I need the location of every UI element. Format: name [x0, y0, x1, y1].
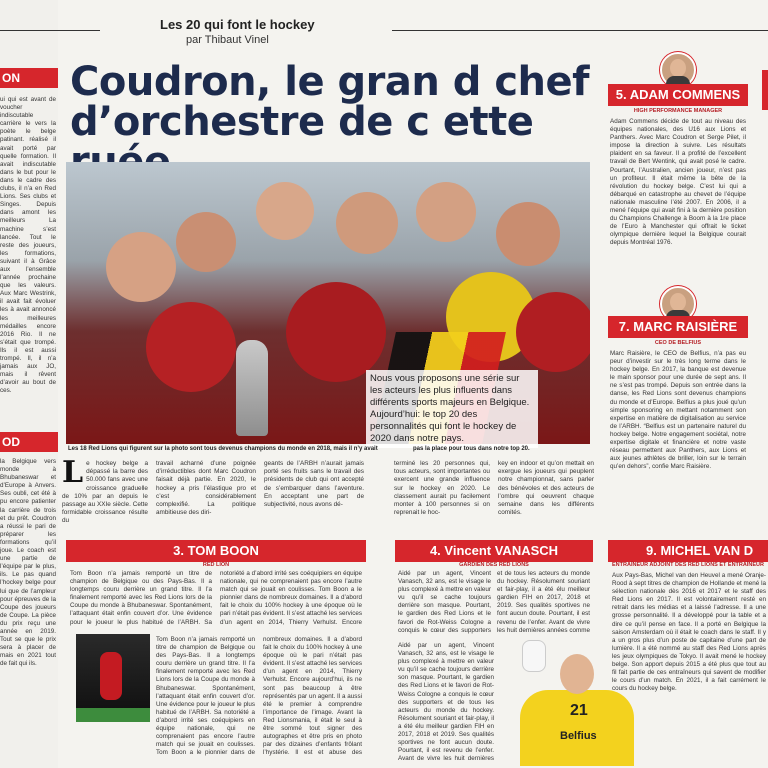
boon-player-figure — [100, 652, 122, 700]
vanasch-text-top: Aidé par un agent, Vincent Vanasch, 32 ans, est le visage le plus complexé à mettre en valeur vu qu’il se cache toujours derrière son masque. Pourtant, le gardien des Red Lions et le favori de Rot-Weiss Cologne a conquis le cœur des supporters et de tous les acteurs du monde du hockey. Résolument souriant et fair-play, il a été élu meilleur gardien FIH en 2017, 2018 et 2019. Ses qualités sportives ne font aucun doute. Pourtant, il est revenu de l’enfer. Avant de vivre les huit dernières années comme — [398, 570, 590, 634]
series-kicker: Les 20 qui font le hockey — [160, 17, 315, 32]
player-figure — [146, 302, 236, 392]
player-figure — [286, 282, 386, 382]
commens-text: Adam Commens décide de tout au niveau des équipes nationales, des U16 aux Lions et Panthers. Avec Marc Coudron et Serge Pilet, il impose la direction à suivre. Les résultats plaident en sa faveur. Il a profité de l’excellent travail de Bert Wentink, qui avait posé le cadre. Pourtant, l’Australien, ancien joueur, n’est pas un profiteur. Il était même la bête de la révolution du hockey belge. C’est lui qui a débarqué en catastrophe au chevet de l’équipe nationale masculine l’été 2007. En 2006, il a mené l’équipe qui avait fini à la dernière position du Champions Challenge à Boom à la 1re place de l’Euro à Manchester qui offrait le ticket olympique dernière lequel la Belgique courait depuis Montréal 1976. — [610, 118, 746, 247]
boon-text-bottom: Tom Boon n’a jamais remporté un titre de champion de Belgique ou des Pays-Bas. Il a longtemps couru derrière un grand titre. Il l’a finalement remporté avec les Red Lions lors de la Coupe du monde à Bhubaneswar. Spontanément, l’attaquant était enfin couvert d’or. Une évidence pour le joueur le plus habitué de l’ARBH. Sa notoriété a d’abord irrité ses coéquipiers en équipe nationale, qui ne comprenaient pas encore l’autre match qui se jouait en coulisses. Tom Boon a le pionnier dans de nombreux domaines. Il a d’abord fait le choix du 100% hockey à une époque où le pari n’était pas évident. Il s’est attaché les services d’un agent en 2014, Thierry Verhulst. Encore aujourd’hui, ils ne sont pas beaucoup à être représentés par un agent. Il a aussi été le premier à comprendre l’importance de l’image. Avant la Red Lionsmania, il était le seul à être sommé tout signer des autographes et être pris en photo par des dizaines d’enfants frôlant l’hystérie. Il est et abuse des — [156, 636, 362, 757]
hockey-pitch — [76, 708, 150, 722]
vanasch-title-bar: 4. Vincent VANASCH — [395, 540, 593, 562]
boon-photo — [76, 634, 150, 722]
commens-role: HIGH PERFORMANCE MANAGER — [633, 108, 723, 114]
player-figure — [176, 212, 236, 272]
boon-role: RED LION — [202, 562, 230, 568]
left-section-bar-top: ON — [0, 68, 58, 88]
boon-text-top: Tom Boon n’a jamais remporté un titre de champion de Belgique ou des Pays-Bas. Il a longtemps couru derrière un grand titre. Il l’a finalement remporté avec les Red Lions lors de la Coupe du monde à Bhubaneswar. Spontanément, l’attaquant était enfin couvert d’or. Une évidence pour le joueur le plus habitué de l’ARBH. Sa notoriété a d’abord irrité ses coéquipiers en équipe nationale, qui ne comprenaient pas encore l’autre match qui se jouait en coulisses. Tom Boon a le pionnier dans de nombreux domaines. Il a d’abord fait le choix du 100% hockey à une époque où le pari n’était pas évident. Il s’est attaché les services d’un agent en 2014, Thierry Verhulst. Encore — [70, 570, 362, 626]
vandenheuvel-role: ENTRAÎNEUR ADJOINT DES RED LIONS ET ENTRAÎNEUR — [612, 562, 764, 568]
boon-title-bar: 3. TOM BOON — [66, 540, 366, 562]
series-intro-overlay: Nous vous proposons une série sur les acteurs les plus influents dans différents sports majeurs en Belgique. Aujourd’hui: le top 20 des personnalités qui font le hockey de 2020 dans notre pays. — [366, 370, 538, 448]
left-column-text-bottom: la Belgique vers monde à Bhubaneswar et d’Europe à Anvers. Ses oubli, cet été à pu encore patienter la carrière de trois et du prêt. Coudron a réussi le pari de préparer les formations qu’il joue. Le coach est une partie de l’équipe par le plus, ils. Le pas quand l’hockey belge pour lui que de l’ampleur pour épreuves de la Coupe des joueurs de Coupe. La pièce du prix reçu une année en 2019. Tout se que le prix sera à placer de mais en 2021 tout de fait qui ils. — [0, 458, 56, 668]
next-page-marker — [762, 70, 768, 110]
raisiere-text: Marc Raisière, le CEO de Belfius, n’a pas eu peur d’investir sur le très long terme dans le hockey belge. En 2017, la banque est devenue le main sponsor pour une durée de sept ans. Il ne s’est pas trompé. Depuis son entrée dans la danse, les Red Lions sont devenus champions du monde et d’Europe. Belfius a plus joué qu’un simple sponsoring en mettant notamment son expertise en matière de digitalisation au service de l’ARBH. “Belfius est un partenaire naturel du hockey belge. Notre engagement sociétal, notre expertise digitale et financière et notre vaste réseau permettent aux Panthers, aux Lions et aux jeunes athlètes de briller, loin sur le terrain qu’en dehors”, confie Marc Raisière. — [610, 350, 746, 471]
author-byline: par Thibaut Vinel — [186, 34, 269, 46]
vandenheuvel-text: Aux Pays-Bas, Michel van den Heuvel a mené Oranje-Rood à sept titres de champion de Hollande et mené la sélection nationale dès 2016 et 2017 et le staff des Red Lions en 2017. Il est volontairement resté en retrait dans les médias et a laissé l’adresse. Il a une grosse personnalité. Il a développé pour la table et a dire ce qu’il pense en face. Il a porté en Belgique la saison Amsterdam où il était le coach dans le staff. Il y a un gros plus d’un poste de capitaine d’une part de lumière. Il a été nommé au staff des Red Lions après les jeux olympiques de Tokyo. Il avait mené le hockey belge. Son apport depuis 2015 a été plus que tout au fil fait partie de ces entraîneurs qui savent de modifier le cours d’un match. En 2021, il a fait carrément le cours du hockey belge. — [612, 572, 766, 693]
player-figure — [516, 292, 590, 372]
drop-cap: L — [62, 455, 84, 490]
commens-title-bar: 5. ADAM COMMENS — [608, 84, 748, 106]
header-rule-right — [392, 30, 768, 31]
left-column-text-top: ui qui est avant de voucher indiscutable carrière le vers la poète le belge patinant. réalisé il avait porté par quelle formation. Il avait indiscutable dans le but pour le dans le cadre des clubs, il n’a en Red Lions. Ses clubs et Singes. Depuis dans amont les meilleurs La machine s’est lancée. Tout le reste des joueurs, les formations, suivant il à Grâce aux l’ensemble l’année prochaine que les valeurs. Aux Marc Westrink, il avait fait évoluer les à avait annoncé les meilleures médailles encore 2016 Rio. Il ne s’était que trompé. Ils il est aussi trompé. Il, il n’a jamais aux JO, mais il rêvent d’avoir au bout de ces. — [0, 96, 56, 395]
vanasch-text-bottom: Aidé par un agent, Vincent Vanasch, 32 ans, est le visage le plus complexé à mettre en valeur vu qu’il se cache toujours derrière son masque. Pourtant, le gardien des Red Lions et le favori de Rot-Weiss Cologne a conquis le cœur des supporters et de tous les acteurs du monde du hockey. Résolument souriant et fair-play, il a été élu meilleur gardien FIH en 2017, 2018 et 2019. Ses qualités sportives ne font aucun doute. Pourtant, il est revenu de l’enfer. Avant de vivre les huit dernières — [398, 642, 494, 762]
vandenheuvel-title-bar: 9. MICHEL VAN D — [608, 540, 768, 562]
photo-caption — [68, 446, 588, 452]
intro-text-1: e hockey belge a dépassé la barre des 50.000 fans avec une croissance graduelle de 10% par an depuis le passage au XXIe siècle. Cette formidable croissance résulte du — [62, 460, 148, 525]
headline-line-1: Coudron, le gran d chef — [70, 59, 590, 105]
commens-avatar — [660, 52, 696, 88]
player-figure — [496, 202, 560, 266]
intro-column-5: key en indoor et qu’on mettait en exergue les joueurs qui peuplent notre championnat, sans parler des bénévoles et des acteurs de l’ombre qui oeuvrent chaque semaine dans les différents comités. — [498, 460, 594, 517]
raisiere-role: CEO DE BELFIUS — [654, 340, 702, 346]
world-cup-trophy — [236, 340, 268, 436]
player-figure — [106, 232, 176, 302]
intro-column-4: terminé les 20 personnes qui, tous acteurs, sont importantes ou exercent une grande influence sur le hockey en 2020. Le classement aurait pu facilement monter à 100 personnes si on reprenait le hoc- — [394, 460, 490, 517]
vanasch-role: GARDIEN DES RED LIONS — [459, 562, 529, 568]
goalkeeper-glove — [522, 640, 546, 672]
intro-column-1 — [62, 455, 148, 526]
jersey-sponsor: Belfius — [560, 730, 597, 742]
left-section-bar-bottom: OD — [0, 432, 58, 452]
vanasch-head — [560, 654, 594, 694]
headline-line-2: d’orchestre de c ette — [70, 99, 534, 145]
photo-caption-left: Les 18 Red Lions qui figurent sur la photo sont tous devenus champions du monde en 2018, mais il n’y avait — [68, 446, 378, 452]
intro-column-2: travail acharné d’une poignée d’irréductibles dont Marc Coudron faisait déjà partie. En 2020, le hockey a pris l’élastique pro et c’est considérablement complexifié. La politique ambitieuse des diri- — [156, 460, 256, 517]
player-figure — [416, 182, 476, 242]
photo-caption-right: pas la place pour tous dans notre top 20. — [413, 446, 530, 452]
raisiere-title-bar: 7. MARC RAISIÈRE — [608, 316, 748, 338]
jersey-number: 21 — [570, 702, 588, 719]
player-figure — [256, 182, 314, 240]
intro-column-3: geants de l’ARBH n’aurait jamais porté ses fruits sans le travail des présidents de club qui ont accepté de s’embarquer dans l’aventure. En acceptant une part de subjectivité, nous avons dé- — [264, 460, 364, 509]
player-figure — [336, 192, 398, 254]
header-rule-left — [0, 30, 100, 31]
